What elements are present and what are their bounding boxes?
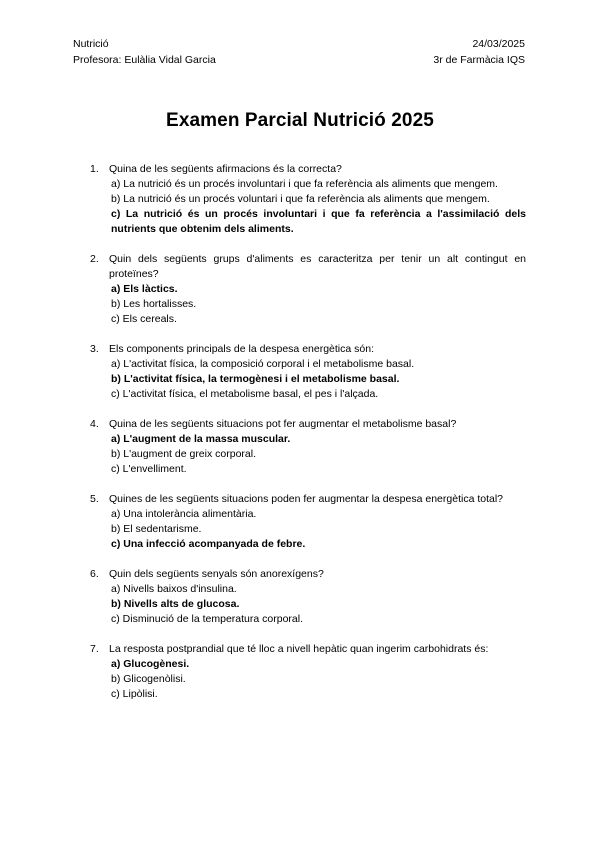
answer-option: a) L'activitat física, la composició corporal i el metabolisme basal. (111, 358, 415, 370)
question-6 (73, 567, 526, 627)
question-number: 5. (90, 493, 99, 505)
header-row-2 (73, 52, 525, 68)
answer-option: c) Disminució de la temperatura corporal. (111, 613, 303, 625)
question-line (73, 642, 526, 657)
correct-answer-option: c) Una infecció acompanyada de febre. (111, 538, 306, 550)
header-row-1 (73, 36, 525, 52)
answer-options (73, 582, 526, 627)
question-list (73, 162, 526, 717)
question-5 (73, 492, 526, 552)
answer-option: b) La nutrició és un procés voluntari i que fa referència als aliments que mengem. (111, 193, 490, 205)
question-line (73, 492, 526, 507)
question-number: 7. (90, 643, 99, 655)
correct-answer-option: a) Glucogènesi. (111, 658, 190, 670)
answer-options (73, 177, 526, 237)
answer-option: b) L'augment de greix corporal. (111, 448, 257, 460)
answer-option: a) La nutrició és un procés involuntari i que fa referència als aliments que mengem. (111, 178, 498, 190)
answer-options (73, 432, 526, 477)
course-label: 3r de Farmàcia IQS (433, 54, 525, 66)
answer-options (73, 507, 526, 552)
answer-options (73, 357, 526, 402)
answer-option: c) L'envelliment. (111, 463, 187, 475)
question-number: 2. (90, 253, 99, 265)
question-line (73, 567, 526, 582)
question-text: Quines de les següents situacions poden fer augmentar la despesa energètica total? (109, 493, 504, 505)
answer-options (73, 282, 526, 327)
page-header (73, 36, 525, 68)
correct-answer-option: a) L'augment de la massa muscular. (111, 433, 291, 445)
question-text: Quin dels següents senyals són anorexígens? (109, 568, 324, 580)
question-text: Quina de les següents afirmacions és la correcta? (109, 163, 342, 175)
answer-option: a) Una intolerància alimentària. (111, 508, 257, 520)
subject-label: Nutrició (73, 38, 109, 50)
page-title: Examen Parcial Nutrició 2025 (166, 110, 434, 131)
question-text: Els components principals de la despesa energètica són: (109, 343, 374, 355)
question-line (73, 417, 526, 432)
question-4 (73, 417, 526, 477)
question-number: 4. (90, 418, 99, 430)
exam-date: 24/03/2025 (472, 38, 525, 50)
question-line (73, 342, 526, 357)
question-number: 3. (90, 343, 99, 355)
answer-options (73, 657, 526, 702)
answer-option: c) Lipòlisi. (111, 688, 158, 700)
question-2 (73, 252, 526, 327)
question-text: La resposta postprandial que té lloc a nivell hepàtic quan ingerim carbohidrats és: (109, 643, 489, 655)
correct-answer-option: c) La nutrició és un procés involuntari i que fa referència a l'assimilació dels nutrients que obtenim dels aliments. (111, 208, 526, 235)
question-line (73, 252, 526, 282)
answer-option: b) El sedentarisme. (111, 523, 202, 535)
question-number: 1. (90, 163, 99, 175)
teacher-name: Profesora: Eulàlia Vidal Garcia (73, 54, 216, 66)
answer-option: b) Les hortalisses. (111, 298, 197, 310)
question-number: 6. (90, 568, 99, 580)
answer-option: b) Glicogenòlisi. (111, 673, 186, 685)
question-7 (73, 642, 526, 702)
question-1 (73, 162, 526, 237)
correct-answer-option: a) Els làctics. (111, 283, 178, 295)
answer-option: c) L'activitat física, el metabolisme basal, el pes i l'alçada. (111, 388, 379, 400)
question-3 (73, 342, 526, 402)
question-text: Quin dels següents grups d'aliments es caracteritza per tenir un alt contingut en proteïnes? (109, 253, 526, 280)
question-line (73, 162, 526, 177)
answer-option: c) Els cereals. (111, 313, 177, 325)
question-text: Quina de les següents situacions pot fer augmentar el metabolisme basal? (109, 418, 457, 430)
answer-option: a) Nivells baixos d'insulina. (111, 583, 237, 595)
correct-answer-option: b) L'activitat física, la termogènesi i el metabolisme basal. (111, 373, 400, 385)
correct-answer-option: b) Nivells alts de glucosa. (111, 598, 240, 610)
